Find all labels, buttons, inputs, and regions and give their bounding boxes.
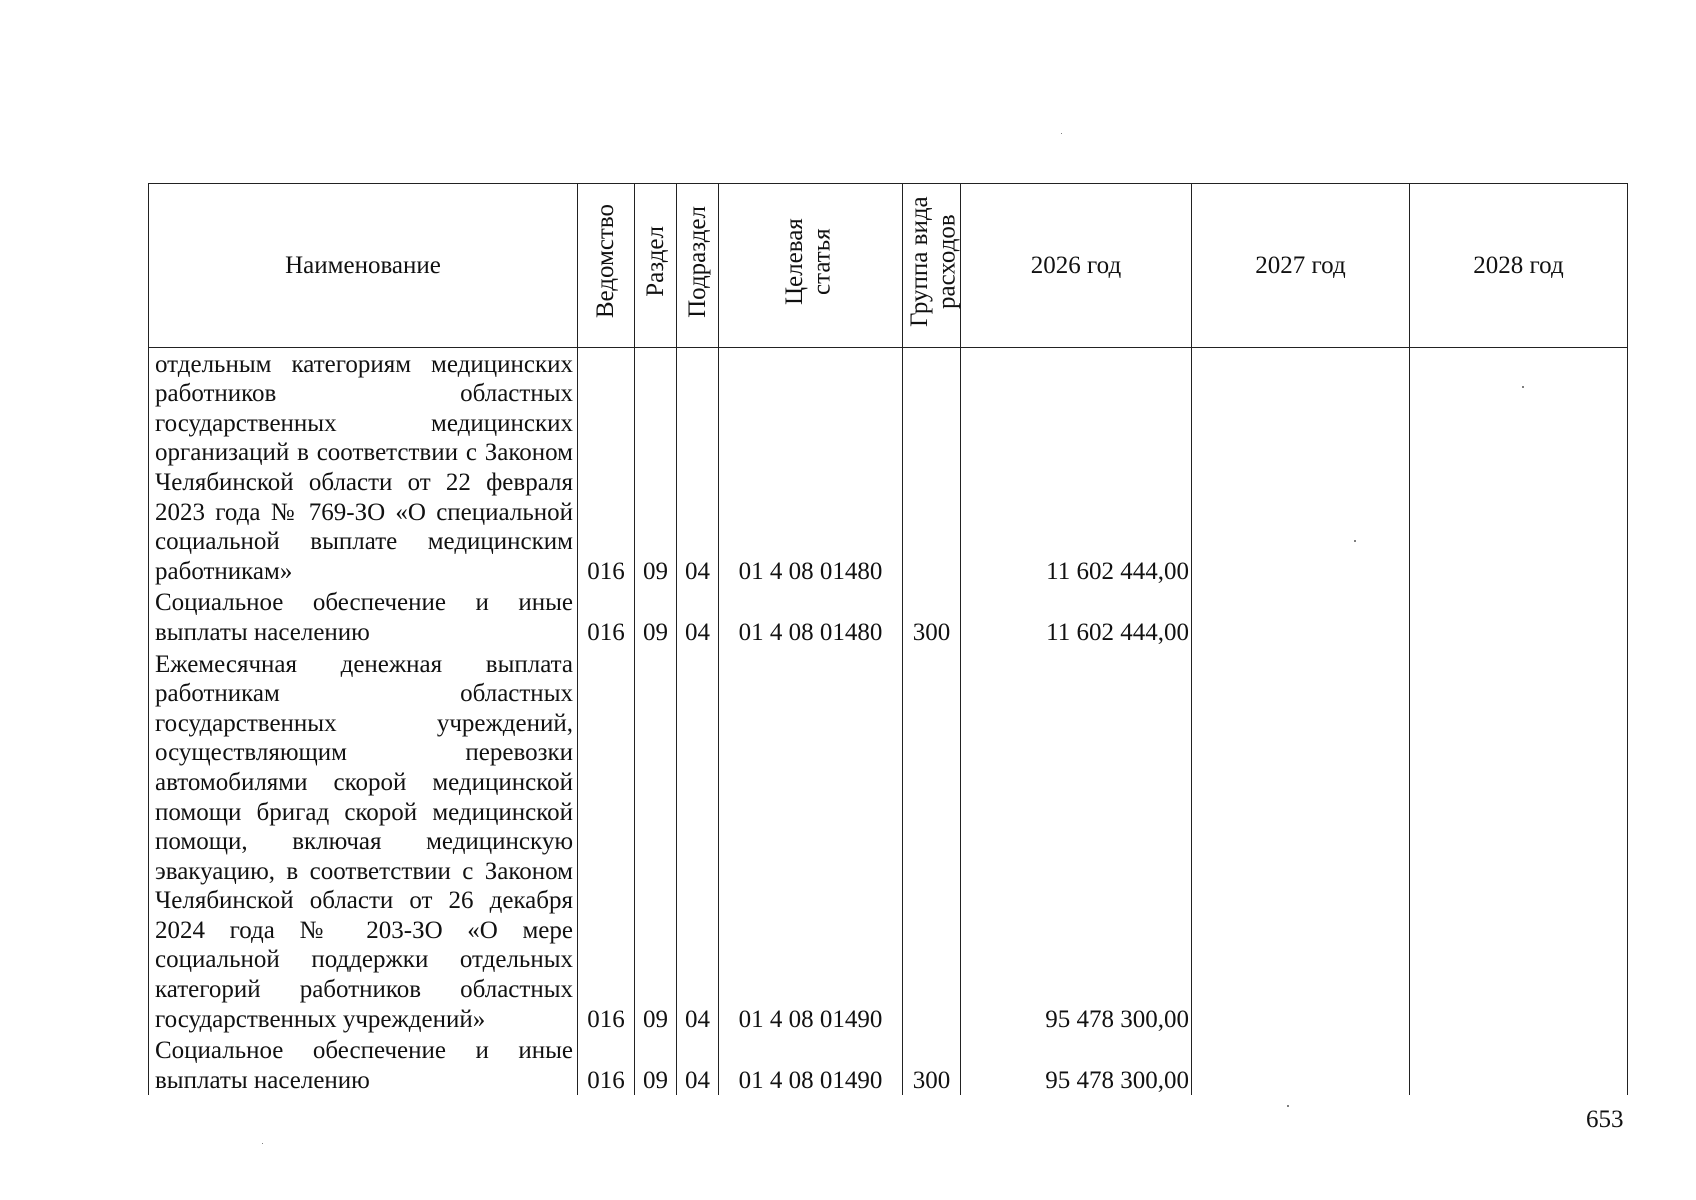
row-amount-2028 <box>1410 586 1628 647</box>
row-target-article: 01 4 08 01480 <box>719 347 903 586</box>
scan-speck <box>1354 540 1356 542</box>
header-year-2028: 2028 год <box>1410 184 1628 348</box>
row-department: 016 <box>578 648 635 1035</box>
table-row <box>149 648 1628 1035</box>
row-expense-group: 300 <box>903 586 961 647</box>
row-amount-2027 <box>1192 347 1410 586</box>
row-section: 09 <box>635 586 677 647</box>
header-section: Раздел <box>635 184 677 348</box>
row-expense-group: 300 <box>903 1034 961 1095</box>
row-amount-2028 <box>1410 1034 1628 1095</box>
scan-speck <box>262 1143 263 1144</box>
row-subsection: 04 <box>677 347 719 586</box>
budget-table <box>148 183 1628 1095</box>
row-section: 09 <box>635 648 677 1035</box>
row-amount-2027 <box>1192 648 1410 1035</box>
row-amount-2026: 11 602 444,00 <box>961 347 1192 586</box>
header-subsection: Подраздел <box>677 184 719 348</box>
table-row <box>149 1034 1628 1095</box>
row-target-article: 01 4 08 01490 <box>719 648 903 1035</box>
row-target-article: 01 4 08 01480 <box>719 586 903 647</box>
row-department: 016 <box>578 1034 635 1095</box>
row-name: Ежемесячная денежная выплата работникам областных государственных учреждений, осуществляющим перевозки автомобилями скорой медицинской помощи бригад скорой медицинской помощи, включая медицинскую эвакуацию, в соответствии с Законом Челябинской области от 26 декабря 2024 года № 203-ЗО «О мере социальной поддержки отдельных категорий работников областных государственных учреждений» <box>149 648 578 1035</box>
row-target-article: 01 4 08 01490 <box>719 1034 903 1095</box>
row-amount-2026: 11 602 444,00 <box>961 586 1192 647</box>
row-subsection: 04 <box>677 1034 719 1095</box>
header-target-article: Целевая статья <box>719 184 903 348</box>
page-number: 653 <box>1586 1106 1624 1133</box>
scan-speck <box>1522 386 1524 388</box>
row-department: 016 <box>578 586 635 647</box>
table-header-row <box>149 184 1628 348</box>
row-section: 09 <box>635 1034 677 1095</box>
row-department: 016 <box>578 347 635 586</box>
row-amount-2027 <box>1192 586 1410 647</box>
row-expense-group <box>903 347 961 586</box>
row-name: отдельным категориям медицинских работников областных государственных медицинских организаций в соответствии с Законом Челябинской области от 22 февраля 2023 года № 769-ЗО «О специальной социальной выплате медицинским работникам» <box>149 347 578 586</box>
row-expense-group <box>903 648 961 1035</box>
table-row <box>149 586 1628 647</box>
row-amount-2028 <box>1410 347 1628 586</box>
table-row <box>149 347 1628 586</box>
row-section: 09 <box>635 347 677 586</box>
row-subsection: 04 <box>677 586 719 647</box>
row-amount-2026: 95 478 300,00 <box>961 648 1192 1035</box>
header-expense-group: Группа вида расходов <box>903 184 961 348</box>
row-name: Социальное обеспечение и иные выплаты населению <box>149 1034 578 1095</box>
header-year-2026: 2026 год <box>961 184 1192 348</box>
scan-speck <box>1287 1105 1289 1107</box>
row-name: Социальное обеспечение и иные выплаты населению <box>149 586 578 647</box>
header-name: Наименование <box>149 184 578 348</box>
row-amount-2027 <box>1192 1034 1410 1095</box>
row-amount-2028 <box>1410 648 1628 1035</box>
header-year-2027: 2027 год <box>1192 184 1410 348</box>
header-department: Ведомство <box>578 184 635 348</box>
row-amount-2026: 95 478 300,00 <box>961 1034 1192 1095</box>
scan-speck <box>1061 133 1062 134</box>
row-subsection: 04 <box>677 648 719 1035</box>
